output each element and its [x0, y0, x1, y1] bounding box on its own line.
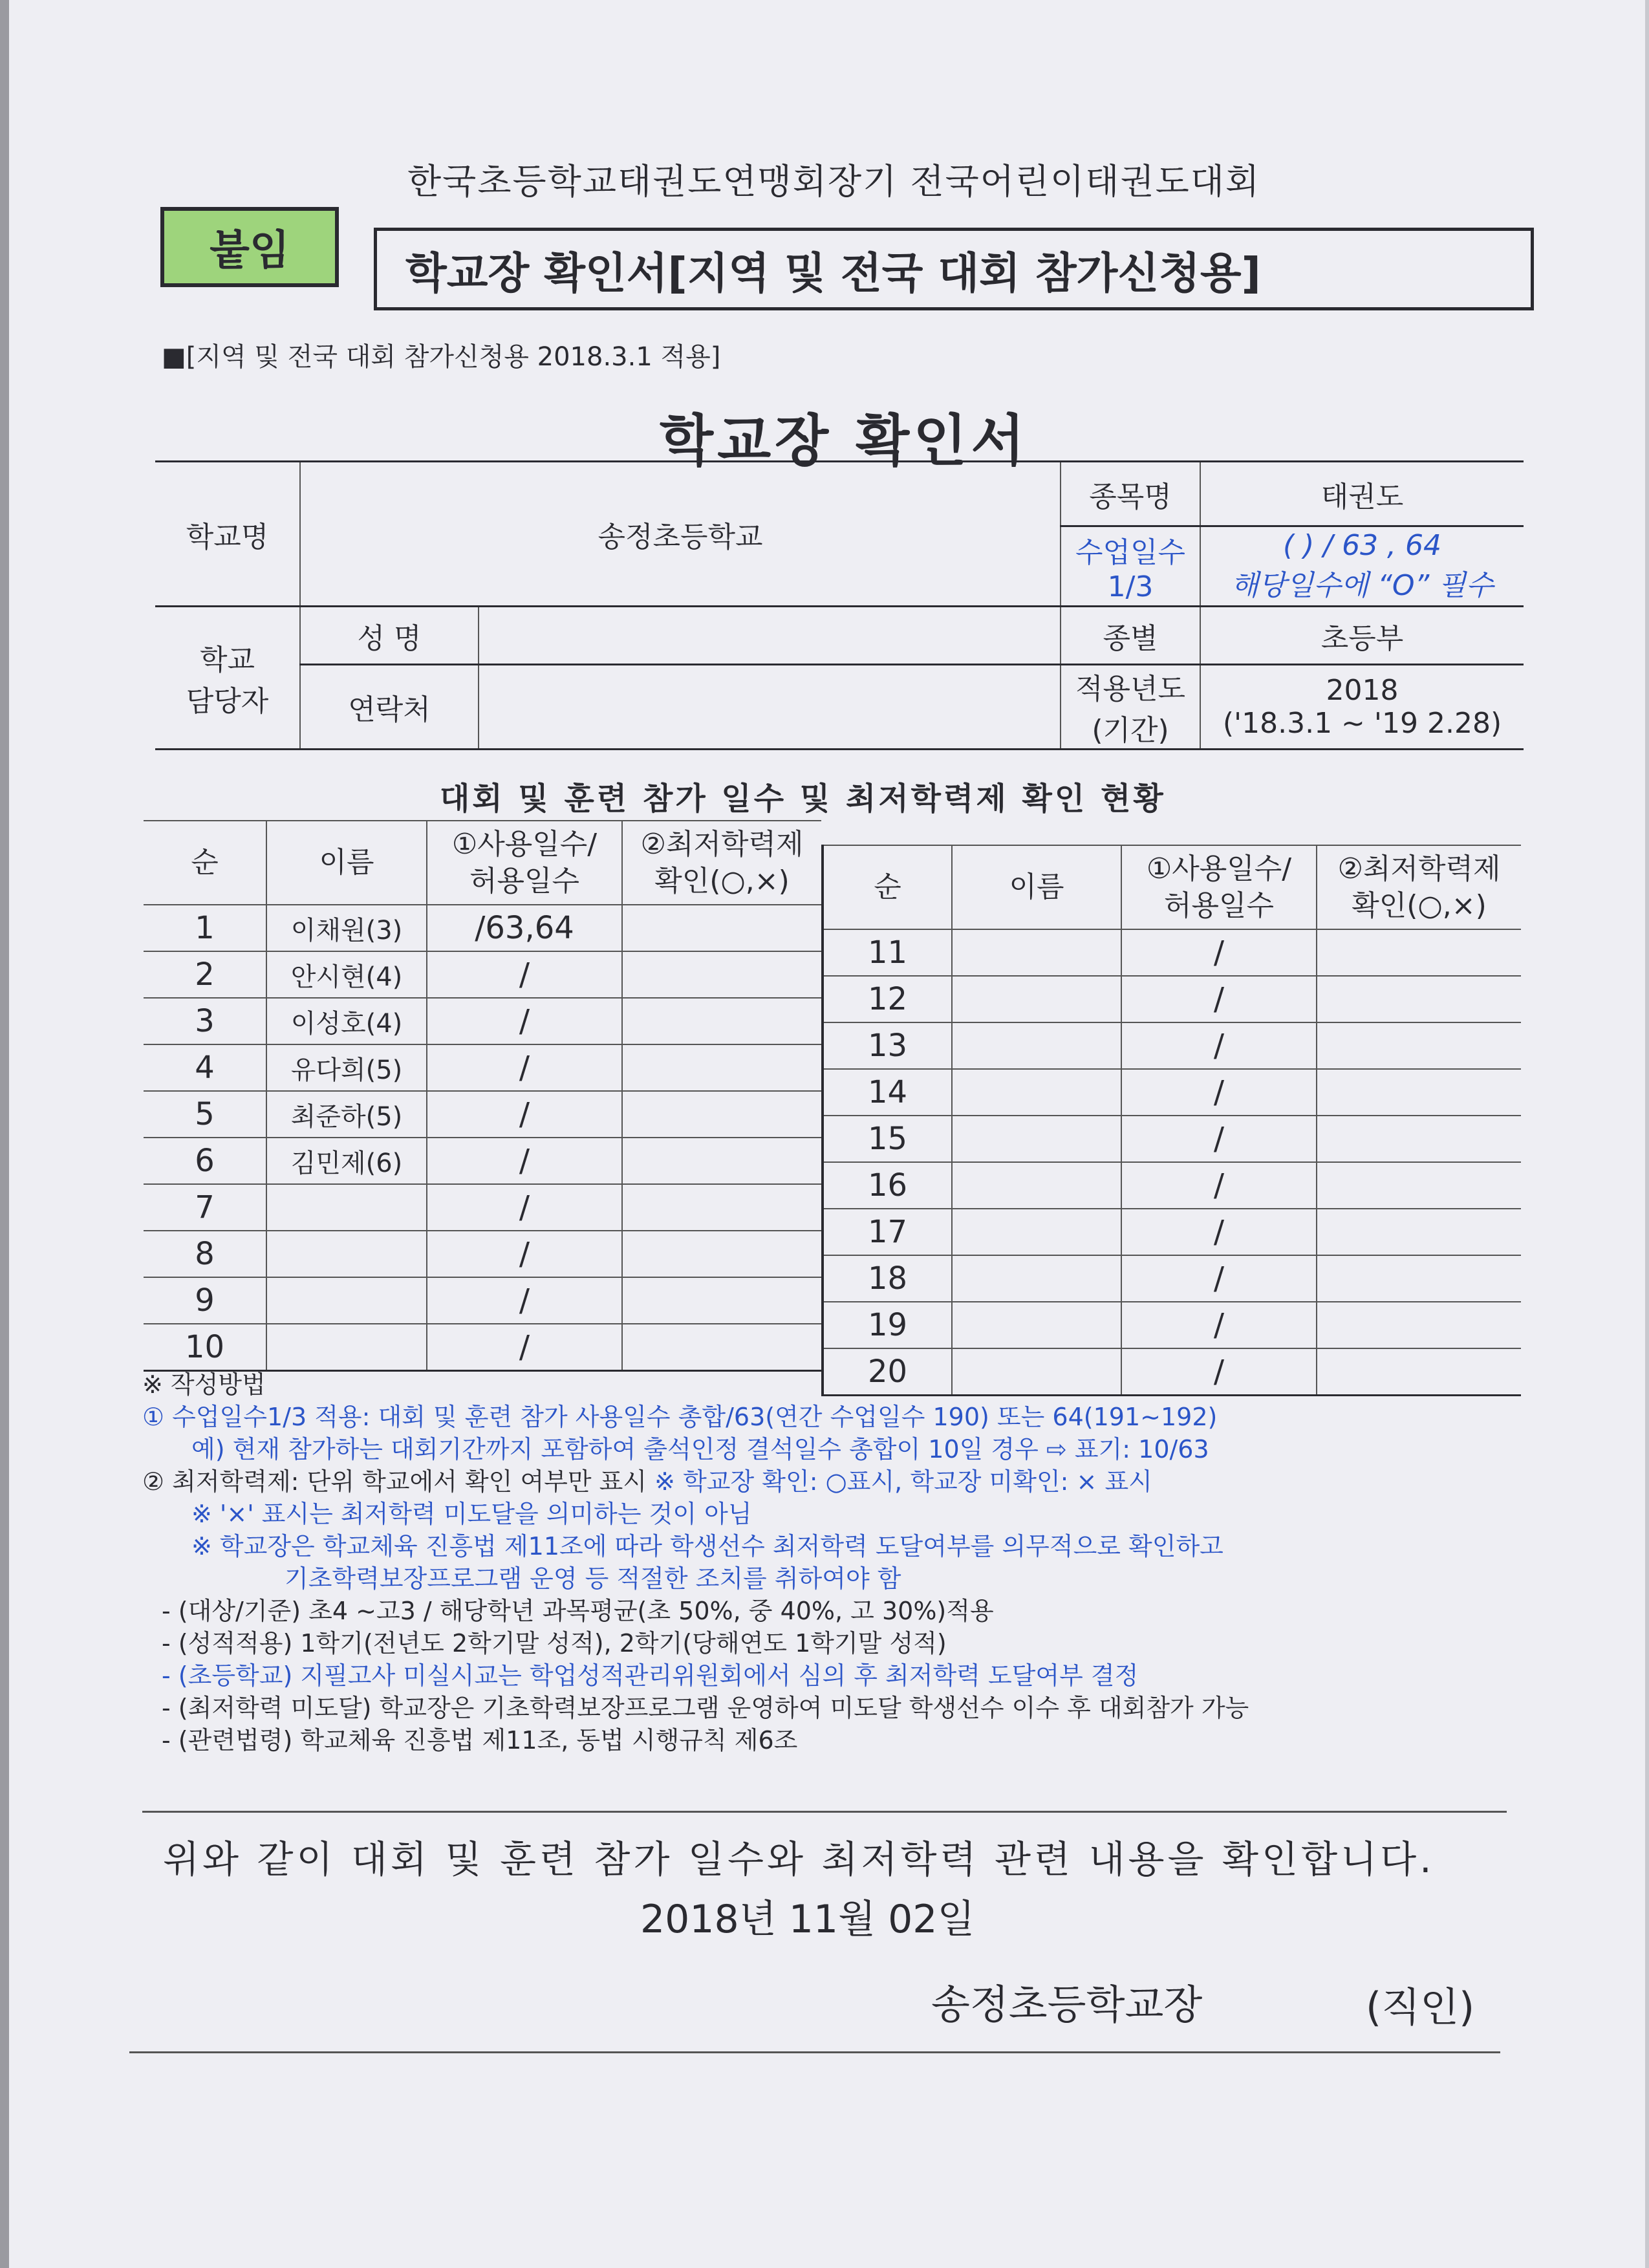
row-number: 5 — [144, 1091, 266, 1138]
year-value-line2: ('18.3.1 ~ '19 2.28) — [1222, 707, 1502, 740]
table-row — [823, 1069, 1521, 1116]
days-label-line2: 1/3 — [1107, 570, 1154, 603]
table-row — [823, 1116, 1521, 1162]
student-name — [952, 1022, 1121, 1069]
table-row — [144, 1044, 821, 1091]
days-used-cell[interactable]: / — [1121, 929, 1317, 976]
table-row — [144, 998, 821, 1044]
min-grade-check-cell[interactable] — [622, 1138, 821, 1184]
student-name — [952, 1302, 1121, 1348]
row-number: 13 — [823, 1022, 952, 1069]
min-grade-check-cell[interactable] — [1317, 976, 1521, 1022]
roster-right-body — [823, 845, 1521, 1396]
year-label-line2: (기간) — [1092, 714, 1169, 747]
days-used-cell[interactable]: / — [427, 998, 622, 1044]
scan-edge-right — [1645, 0, 1649, 2268]
header-days-line1: ①사용일수/ — [451, 827, 598, 861]
student-name: 이성호(4) — [266, 998, 427, 1044]
days-used-cell[interactable]: /63,64 — [427, 905, 622, 951]
table-row — [144, 1184, 821, 1231]
header-check-line2: 확인(○,×) — [1352, 889, 1487, 922]
days-value-line2: 해당일수에 “O” 필수 — [1231, 569, 1494, 602]
table-row — [144, 1231, 821, 1277]
staff-label-line2: 담당자 — [186, 685, 269, 718]
attachment-label: 붙임 — [210, 227, 290, 275]
min-grade-check-cell[interactable] — [1317, 1302, 1521, 1348]
student-name — [952, 1162, 1121, 1209]
row-number: 1 — [144, 905, 266, 951]
table-row — [823, 929, 1521, 976]
roster-table-left — [144, 820, 821, 1372]
scan-edge — [0, 0, 9, 2268]
roster-header-row — [144, 821, 821, 905]
table-row — [823, 976, 1521, 1022]
table-row — [144, 1277, 821, 1324]
official-seal-mark: (직인) — [1366, 1983, 1475, 2031]
min-grade-check-cell[interactable] — [1317, 1116, 1521, 1162]
min-grade-check-cell[interactable] — [1317, 1022, 1521, 1069]
form-title: 학교장 확인서[지역 및 전국 대회 참가신청용] — [405, 248, 1261, 298]
row-number: 20 — [823, 1348, 952, 1396]
days-used-cell[interactable]: / — [427, 1231, 622, 1277]
note-4b: 기초학력보장프로그램 운영 등 적절한 조치를 취하여야 함 — [285, 1564, 901, 1593]
student-name — [952, 1116, 1121, 1162]
table-row — [144, 1324, 821, 1371]
staff-label-line1: 학교 — [199, 643, 255, 676]
header-no: 순 — [823, 845, 952, 929]
roster-table-right — [821, 845, 1521, 1396]
header-name: 이름 — [952, 845, 1121, 929]
table-row — [144, 951, 821, 998]
status-heading: 대회 및 훈련 참가 일수 및 최저학력제 확인 현황 — [440, 781, 1166, 817]
table-row — [823, 1209, 1521, 1255]
student-name: 유다희(5) — [266, 1044, 427, 1091]
min-grade-check-cell[interactable] — [1317, 1209, 1521, 1255]
days-used-cell[interactable]: / — [1121, 1348, 1317, 1396]
row-number: 12 — [823, 976, 952, 1022]
days-used-cell[interactable]: / — [1121, 1069, 1317, 1116]
days-value-line1: ( ) / 63 , 64 — [1282, 529, 1442, 562]
detail-5: - (관련법령) 학교체육 진흥법 제11조, 동법 시행규칙 제6조 — [162, 1726, 798, 1755]
school-value: 송정초등학교 — [300, 462, 1061, 607]
header-check — [1317, 845, 1521, 929]
days-used-cell[interactable]: / — [1121, 1302, 1317, 1348]
table-row — [823, 1162, 1521, 1209]
contact-label: 연락처 — [300, 665, 479, 750]
row-number: 16 — [823, 1162, 952, 1209]
days-label — [1061, 526, 1200, 607]
table-row — [144, 1138, 821, 1184]
detail-3: - (초등학교) 지필고사 미실시교는 학업성적관리위원회에서 심의 후 최저학력 도달여부 결정 — [162, 1661, 1139, 1690]
min-grade-check-cell[interactable] — [622, 1184, 821, 1231]
divider — [129, 2051, 1500, 2053]
days-used-cell[interactable]: / — [427, 1324, 622, 1371]
table-row — [823, 1302, 1521, 1348]
days-used-cell[interactable]: / — [427, 1044, 622, 1091]
student-name: 이채원(3) — [266, 905, 427, 951]
row-number: 11 — [823, 929, 952, 976]
days-used-cell[interactable]: / — [427, 1184, 622, 1231]
min-grade-check-cell[interactable] — [622, 1091, 821, 1138]
attachment-badge — [160, 207, 339, 287]
student-name — [266, 1324, 427, 1371]
table-row — [823, 1022, 1521, 1069]
detail-1: - (대상/기준) 초4 ~고3 / 해당학년 과목평균(초 50%, 중 40%, 고 30%)적용 — [162, 1597, 994, 1625]
student-name — [266, 1231, 427, 1277]
days-used-cell[interactable]: / — [1121, 1162, 1317, 1209]
days-used-cell[interactable]: / — [427, 1277, 622, 1324]
note-3: ※ '×' 표시는 최저학력 미도달을 의미하는 것이 아님 — [191, 1500, 752, 1528]
min-grade-check-cell[interactable] — [622, 1231, 821, 1277]
year-label — [1061, 665, 1200, 750]
table-row — [144, 1091, 821, 1138]
principal-name: 송정초등학교장 — [931, 1981, 1203, 2028]
days-used-cell[interactable]: / — [427, 1138, 622, 1184]
roster-left-body — [144, 821, 821, 1371]
header-check-line2: 확인(○,×) — [654, 865, 790, 898]
student-name — [266, 1184, 427, 1231]
instructions — [142, 1368, 1526, 1756]
student-name — [952, 929, 1121, 976]
row-number: 8 — [144, 1231, 266, 1277]
days-value — [1200, 526, 1524, 607]
student-name — [952, 1255, 1121, 1302]
days-label-line1: 수업일수 — [1075, 536, 1185, 569]
division-value: 초등부 — [1200, 607, 1524, 665]
min-grade-check-cell[interactable] — [1317, 1255, 1521, 1302]
min-grade-check-cell[interactable] — [1317, 1069, 1521, 1116]
min-grade-check-cell[interactable] — [622, 905, 821, 951]
days-used-cell[interactable]: / — [1121, 1116, 1317, 1162]
row-number: 15 — [823, 1116, 952, 1162]
competition-header: 한국초등학교태권도연맹회장기 전국어린이태권도대회 — [407, 161, 1261, 202]
row-number: 3 — [144, 998, 266, 1044]
row-number: 4 — [144, 1044, 266, 1091]
event-label: 종목명 — [1061, 462, 1200, 526]
page-title: 학교장 확인서 — [660, 409, 1029, 473]
row-number: 6 — [144, 1138, 266, 1184]
note-2 — [142, 1465, 1526, 1498]
header-check — [622, 821, 821, 905]
days-used-cell[interactable]: / — [1121, 1209, 1317, 1255]
days-used-cell[interactable]: / — [427, 1091, 622, 1138]
min-grade-check-cell[interactable] — [1317, 929, 1521, 976]
row-number: 18 — [823, 1255, 952, 1302]
table-row — [144, 905, 821, 951]
days-used-cell[interactable]: / — [1121, 1255, 1317, 1302]
student-name — [952, 1209, 1121, 1255]
school-label: 학교명 — [155, 462, 300, 607]
header-days-line2: 허용일수 — [469, 865, 579, 898]
min-grade-check-cell[interactable] — [622, 1277, 821, 1324]
row-number: 7 — [144, 1184, 266, 1231]
days-used-cell[interactable]: / — [1121, 1022, 1317, 1069]
divider — [142, 1811, 1507, 1813]
form-note: ■[지역 및 전국 대회 참가신청용 2018.3.1 적용] — [162, 342, 721, 372]
min-grade-check-cell[interactable] — [622, 1324, 821, 1371]
contact-field[interactable] — [479, 665, 1061, 750]
min-grade-check-cell[interactable] — [1317, 1162, 1521, 1209]
student-name: 김민제(6) — [266, 1138, 427, 1184]
days-used-cell[interactable]: / — [427, 951, 622, 998]
table-row — [823, 1255, 1521, 1302]
note-4a: ※ 학교장은 학교체육 진흥법 제11조에 따라 학생선수 최저학력 도달여부를 의무적으로 확인하고 — [191, 1532, 1223, 1561]
note-1a: ① 수업일수1/3 적용: 대회 및 훈련 참가 사용일수 총합/63(연간 수업일수 190) 또는 64(191~192) — [142, 1403, 1218, 1431]
row-number: 17 — [823, 1209, 952, 1255]
min-grade-check-cell[interactable] — [622, 951, 821, 998]
name-field[interactable] — [479, 607, 1061, 665]
days-used-cell[interactable]: / — [1121, 976, 1317, 1022]
confirmation-text: 위와 같이 대회 및 훈련 참가 일수와 최저학력 관련 내용을 확인합니다. — [163, 1837, 1435, 1881]
name-label: 성 명 — [300, 607, 479, 665]
year-value — [1200, 665, 1524, 750]
student-name — [952, 976, 1121, 1022]
row-number: 19 — [823, 1302, 952, 1348]
year-value-line1: 2018 — [1326, 674, 1399, 707]
student-name — [266, 1277, 427, 1324]
note-1b: 예) 현재 참가하는 대회기간까지 포함하여 출석인정 결석일수 총합이 10일 경우 ⇨ 표기: 10/63 — [191, 1435, 1209, 1463]
roster-header-row — [823, 845, 1521, 929]
detail-2: - (성적적용) 1학기(전년도 2학기말 성적), 2학기(당해연도 1학기말 성적) — [162, 1629, 947, 1658]
header-days-line1: ①사용일수/ — [1146, 852, 1292, 885]
student-name — [952, 1069, 1121, 1116]
header-check-line1: ②최저학력제 — [640, 827, 804, 861]
row-number: 9 — [144, 1277, 266, 1324]
min-grade-check-cell[interactable] — [622, 1044, 821, 1091]
division-label: 종별 — [1061, 607, 1200, 665]
header-check-line1: ②최저학력제 — [1337, 852, 1501, 885]
event-value: 태권도 — [1200, 462, 1524, 526]
note-2-prefix: ② 최저학력제: 단위 학교에서 확인 여부만 표시 — [142, 1467, 655, 1496]
student-name: 최준하(5) — [266, 1091, 427, 1138]
header-days-line2: 허용일수 — [1163, 889, 1274, 922]
row-number: 14 — [823, 1069, 952, 1116]
header-no: 순 — [144, 821, 266, 905]
header-days — [1121, 845, 1317, 929]
staff-label — [155, 607, 300, 750]
note-2-blue: ※ 학교장 확인: ○표시, 학교장 미확인: × 표시 — [654, 1467, 1152, 1496]
form-title-box — [374, 228, 1534, 310]
year-label-line1: 적용년도 — [1075, 673, 1185, 706]
detail-4: - (최저학력 미도달) 학교장은 기초학력보장프로그램 운영하여 미도달 학생선수 이수 후 대회참가 가능 — [162, 1694, 1249, 1722]
school-info-table — [155, 460, 1524, 750]
header-name: 이름 — [266, 821, 427, 905]
notes-heading: ※ 작성방법 — [142, 1370, 266, 1399]
header-days — [427, 821, 622, 905]
min-grade-check-cell[interactable] — [622, 998, 821, 1044]
row-number: 10 — [144, 1324, 266, 1371]
student-name: 안시현(4) — [266, 951, 427, 998]
issue-date: 2018년 11월 02일 — [640, 1897, 975, 1942]
row-number: 2 — [144, 951, 266, 998]
